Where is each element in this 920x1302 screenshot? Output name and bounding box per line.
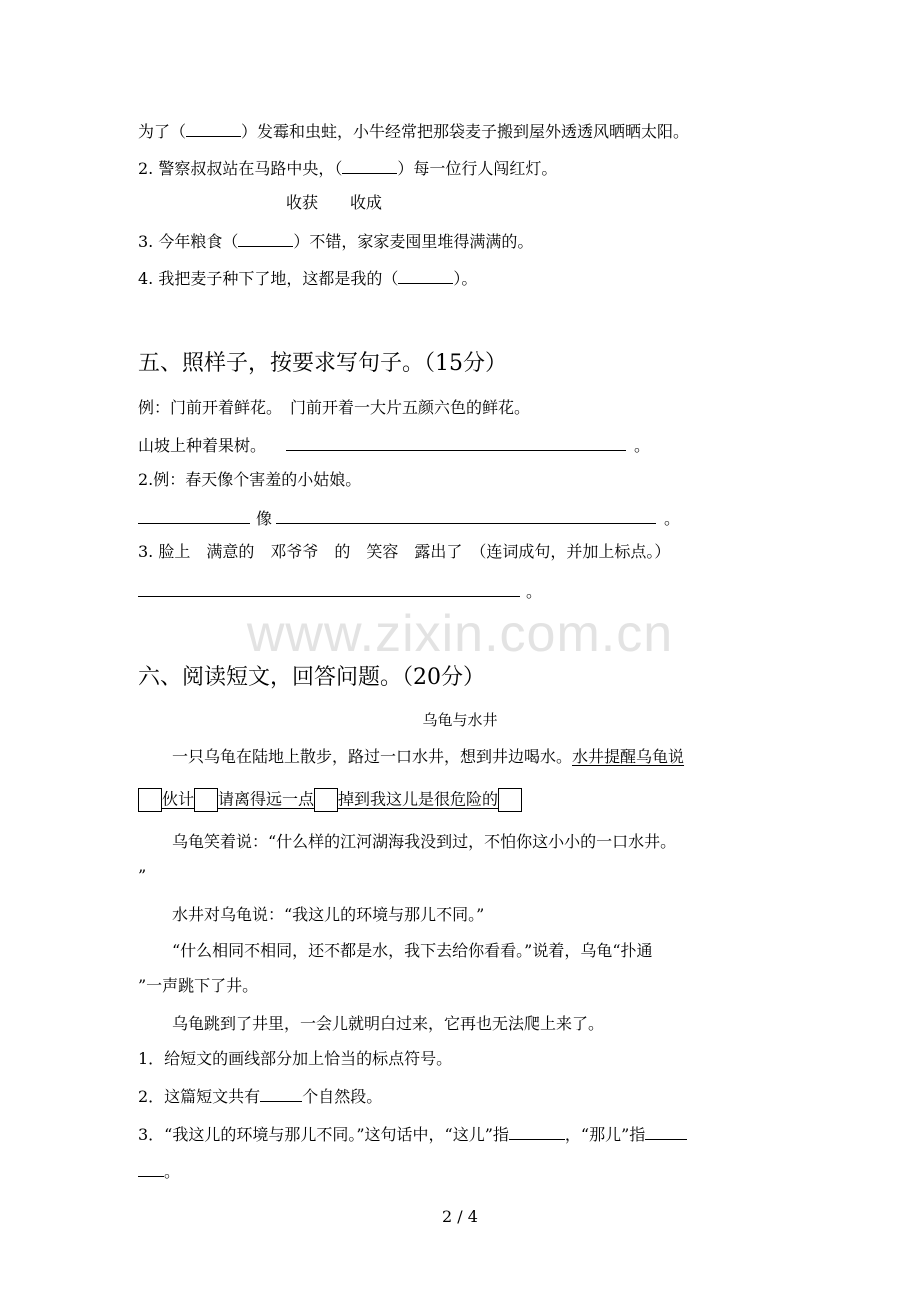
answer-blank[interactable] [645, 1123, 687, 1140]
answer-line[interactable] [138, 580, 520, 597]
answer-blank[interactable] [260, 1085, 302, 1102]
story-title: 乌龟与水井 [422, 711, 498, 729]
story-paragraph-1: 一只乌龟在陆地上散步，路过一口水井，想到井边喝水。水井提醒乌龟说 [172, 747, 685, 766]
answer-line[interactable] [286, 434, 626, 451]
section-6-question-3-cont: 。 [138, 1160, 180, 1182]
underlined-segment: 请离得远一点 [218, 789, 315, 809]
section-5-question-2: 像 。 [138, 507, 680, 529]
answer-blank[interactable] [398, 267, 453, 284]
story-paragraph-5: 乌龟跳到了井里，一会儿就明白过来，它再也无法爬上来了。 [172, 1014, 605, 1033]
underlined-segment: 掉到我这儿是很危险的 [338, 789, 499, 809]
answer-line[interactable] [276, 507, 656, 524]
punctuation-box[interactable] [138, 788, 162, 812]
sentence-line-4: 4. 我把麦子种下了地，这都是我的（ ）。 [138, 269, 478, 288]
underlined-segment: 伙计 [162, 789, 195, 809]
story-paragraph-2-cont: ” [138, 866, 147, 885]
page-number: 2 / 4 [442, 1207, 478, 1226]
underlined-text: 水井提醒乌龟说 [572, 747, 685, 766]
watermark: www.zixin.com.cn [246, 605, 674, 663]
section-6-question-1: 1．给短文的画线部分加上恰当的标点符号。 [138, 1049, 453, 1068]
story-paragraph-4: “什么相同不相同，还不都是水，我下去给你看看。”说着，乌龟“扑通 [172, 941, 653, 960]
section-6-question-3: 3．“我这儿的环境与那儿不同。”这句话中，“这儿”指 ，“那儿”指 [138, 1123, 687, 1145]
section-5-question-3: 3. 脸上 满意的 邓爷爷 的 笑容 露出了 （连词成句，并加上标点。） [138, 542, 671, 561]
answer-line[interactable] [138, 507, 250, 524]
sentence-line-2: 2. 警察叔叔站在马路中央，（ ）每一位行人闯红灯。 [138, 159, 558, 178]
story-paragraph-2: 乌龟笑着说：“什么样的江河湖海我没到过，不怕你这小小的一口水井。 [172, 832, 677, 851]
punctuation-box[interactable] [314, 788, 338, 812]
answer-blank[interactable] [138, 1160, 164, 1177]
sentence-line-3: 3. 今年粮食（ ）不错，家家麦囤里堆得满满的。 [138, 232, 534, 251]
section-5-example-2: 2.例：春天像个害羞的小姑娘。 [138, 470, 362, 489]
section-6-title: 六、阅读短文，回答问题。（20分） [138, 665, 485, 690]
punctuation-boxes-row [138, 786, 522, 813]
section-5-example-1: 例：门前开着鲜花。 门前开着一大片五颜六色的鲜花。 [138, 398, 531, 417]
answer-blank[interactable] [186, 120, 241, 137]
story-paragraph-4-cont: ”一声跳下了井。 [138, 976, 259, 995]
section-6-question-2: 2．这篇短文共有 个自然段。 [138, 1087, 383, 1106]
story-paragraph-3: 水井对乌龟说：“我这儿的环境与那儿不同。” [172, 905, 485, 924]
section-5-question-1: 山坡上种着果树。 。 [138, 436, 651, 455]
punctuation-box[interactable] [194, 788, 218, 812]
word-choices: 收获 收成 [286, 193, 383, 212]
answer-blank[interactable] [509, 1123, 565, 1140]
section-5-question-3-answer: 。 [138, 580, 542, 602]
punctuation-box[interactable] [498, 788, 522, 812]
answer-blank[interactable] [342, 157, 397, 174]
answer-blank[interactable] [238, 230, 293, 247]
sentence-line-1: 为了（ ）发霉和虫蛀，小牛经常把那袋麦子搬到屋外透透风晒晒太阳。 [138, 122, 690, 141]
section-5-title: 五、照样子，按要求写句子。（15分） [138, 351, 507, 376]
